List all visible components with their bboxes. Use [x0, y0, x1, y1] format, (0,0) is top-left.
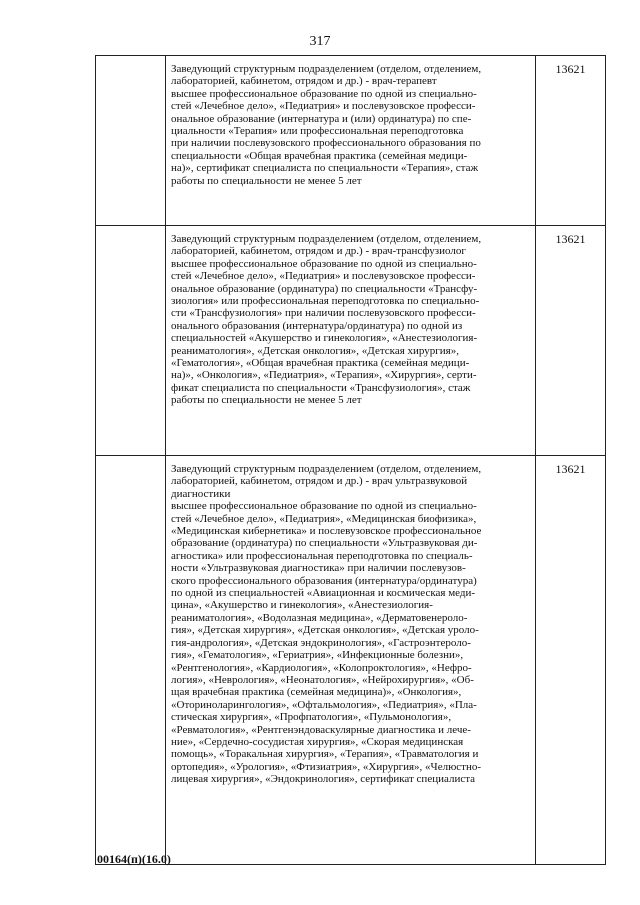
- qualification-text: [166, 56, 536, 226]
- page-number: 317: [309, 34, 331, 49]
- text-line: помощь», «Торакальная хирургия», «Терапия», «Травматология и: [171, 748, 479, 761]
- table-row: [96, 226, 606, 456]
- text-line: высшее профессиональное образование по одной из специально-: [171, 500, 477, 513]
- text-line: на)», сертификат специалиста по специальности «Терапия», стаж: [171, 162, 479, 175]
- empty-cell: [96, 456, 166, 865]
- text-line: Заведующий структурным подразделением (отделом, отделением,: [171, 63, 482, 75]
- text-line: по одной из специальностей «Авиационная и космическая меди-: [171, 587, 476, 600]
- table-row: [96, 56, 606, 226]
- text-line: циальности «Терапия» или профессиональная переподготовка: [171, 125, 464, 138]
- text-line: гия», «Гематология», «Гериатрия», «Инфекционные болезни»,: [171, 649, 464, 662]
- text-line: щая врачебная практика (семейная медицина)», «Онкология»,: [171, 686, 462, 699]
- document-code: 00164(п)(16.0): [97, 852, 171, 866]
- text-line: гия», «Детская хирургия», «Детская онкология», «Детская уроло-: [171, 624, 479, 637]
- text-line: реаниматология», «Водолазная медицина», «Дерматовенероло-: [171, 611, 468, 624]
- position-code: 13621: [536, 56, 606, 226]
- text-line: лабораторией, кабинетом, отрядом и др.) - врач-трансфузиолог: [171, 245, 466, 258]
- qualification-table: [95, 55, 606, 865]
- text-line: «Гематология», «Общая врачебная практика (семейная медици-: [171, 357, 470, 370]
- text-line: лабораторией, кабинетом, отрядом и др.) - врач-терапевт: [171, 75, 437, 88]
- table-row: [96, 456, 606, 865]
- empty-cell: [96, 56, 166, 226]
- text-line: логия», «Неврология», «Неонатология», «Нейрохирургия», «Об-: [171, 673, 474, 686]
- text-line: лабораторией, кабинетом, отрядом и др.) - врач ультразвуковой: [171, 475, 468, 488]
- qualification-text: [166, 456, 536, 865]
- text-line: «Оториноларингология», «Офтальмология», «Педиатрия», «Пла-: [171, 698, 477, 711]
- text-line: высшее профессиональное образование по одной из специально-: [171, 87, 477, 100]
- text-line: Заведующий структурным подразделением (отделом, отделением,: [171, 463, 482, 475]
- text-line: гия-андрология», «Детская эндокринология», «Гастроэнтероло-: [171, 636, 471, 649]
- position-code: 13621: [536, 226, 606, 456]
- text-line: цина», «Акушерство и гинекология», «Анестезиология-: [171, 599, 433, 612]
- text-line: высшее профессиональное образование по одной из специально-: [171, 257, 477, 270]
- text-line: специальностей «Акушерство и гинекология», «Анестезиология-: [171, 332, 478, 345]
- text-line: Заведующий структурным подразделением (отделом, отделением,: [171, 233, 482, 245]
- text-line: фикат специалиста по специальности «Трансфузиология», стаж: [171, 381, 471, 394]
- text-line: лицевая хирургия», «Эндокринология», сертификат специалиста: [171, 773, 476, 786]
- text-line: реаниматология», «Детская онкология», «Детская хирургия»,: [171, 344, 459, 357]
- text-line: «Медицинская кибернетика» и послевузовское профессиональное: [171, 525, 482, 538]
- text-line: специальности «Общая врачебная практика (семейная медици-: [171, 149, 468, 162]
- text-line: «Ревматология», «Рентгенэндоваскулярные диагностика и лече-: [171, 723, 471, 736]
- text-line: стей «Лечебное дело», «Педиатрия» и послевузовское професси-: [171, 270, 476, 283]
- text-line: зиология» или профессиональная переподготовка по специально-: [171, 295, 480, 308]
- text-line: диагностики: [171, 487, 231, 500]
- text-line: «Рентгенология», «Кардиология», «Колопроктология», «Нефро-: [171, 661, 472, 674]
- text-line: работы по специальности не менее 5 лет: [171, 394, 362, 407]
- text-line: работы по специальности не менее 5 лет: [171, 174, 362, 187]
- text-line: агностика» или профессиональная переподготовка по специаль-: [171, 549, 473, 562]
- text-line: ности «Ультразвуковая диагностика» при наличии послевузов-: [171, 562, 466, 575]
- text-line: стей «Лечебное дело», «Педиатрия» и послевузовское професси-: [171, 100, 476, 113]
- text-line: стическая хирургия», «Профпатология», «Пульмонология»,: [171, 711, 452, 724]
- position-code: 13621: [536, 456, 606, 865]
- text-line: ональное образование (интернатура и (или) ординатура) по спе-: [171, 112, 472, 125]
- empty-cell: [96, 226, 166, 456]
- text-line: на)», «Онкология», «Педиатрия», «Терапия», «Хирургия», серти-: [171, 369, 477, 382]
- text-line: онального образования (интернатура/ординатура) по одной из: [171, 319, 463, 332]
- text-line: при наличии послевузовского профессионального образования по: [171, 137, 481, 150]
- text-line: ональное образование (ординатура) по специальности «Трансфу-: [171, 282, 478, 295]
- text-line: образование (ординатура) по специальности «Ультразвуковая ди-: [171, 537, 478, 550]
- text-line: сти «Трансфузиология» при наличии послевузовского професси-: [171, 307, 476, 320]
- text-line: ортопедия», «Урология», «Фтизиатрия», «Хирургия», «Челюстно-: [171, 760, 482, 773]
- text-line: стей «Лечебное дело», «Педиатрия», «Медицинская биофизика»,: [171, 512, 477, 525]
- text-line: ние», «Сердечно-сосудистая хирургия», «Скорая медицинская: [171, 735, 464, 748]
- qualification-text: [166, 226, 536, 456]
- text-line: ского профессионального образования (интернатура/ординатура): [171, 574, 477, 587]
